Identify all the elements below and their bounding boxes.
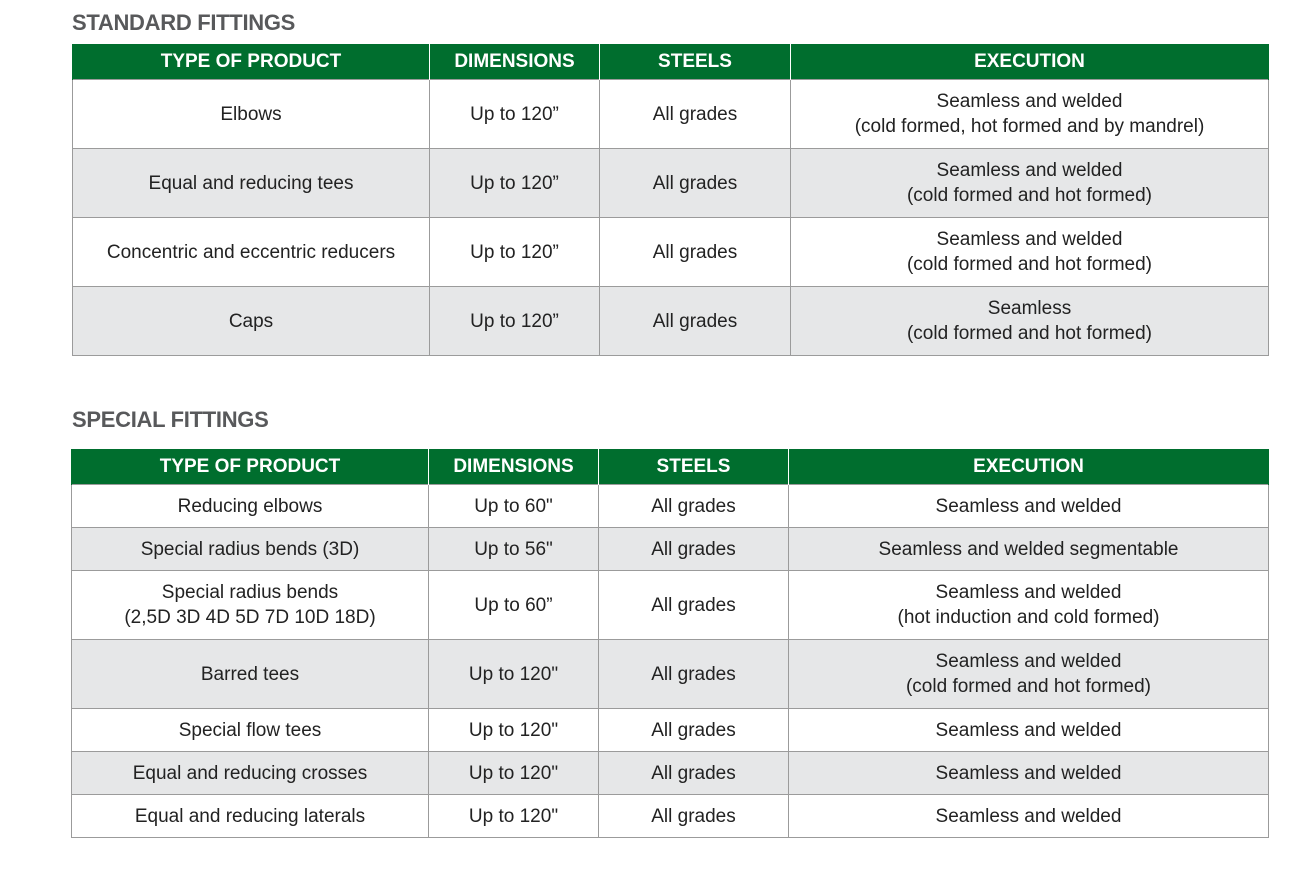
type-line: Special radius bends	[161, 582, 339, 603]
table-row	[72, 485, 1269, 528]
cell-type: Concentric and eccentric reducers	[73, 218, 430, 287]
cell-steels: All grades	[599, 571, 789, 640]
execution-line: (cold formed and hot formed)	[906, 323, 1152, 344]
execution-line: Seamless and welded segmentable	[878, 538, 1179, 560]
header-execution: EXECUTION	[791, 44, 1269, 80]
cell-steels: All grades	[599, 795, 789, 838]
cell-dimensions: Up to 120”	[430, 80, 600, 149]
cell-type: Caps	[73, 287, 430, 356]
cell-steels: All grades	[599, 485, 789, 528]
cell-type	[72, 752, 429, 795]
table-row	[72, 709, 1269, 752]
cell-execution	[791, 287, 1269, 356]
type-line: Special flow tees	[178, 719, 322, 741]
table-row	[72, 752, 1269, 795]
cell-execution	[789, 752, 1269, 795]
execution-line: Seamless and welded	[935, 805, 1122, 827]
execution-line: Seamless and welded	[936, 160, 1123, 181]
execution-line: Seamless and welded	[936, 91, 1123, 112]
cell-dimensions: Up to 120"	[429, 795, 599, 838]
standard-fittings-title: STANDARD FITTINGS	[72, 10, 296, 35]
cell-type	[72, 709, 429, 752]
cell-type: Equal and reducing tees	[73, 149, 430, 218]
table-row	[73, 149, 1269, 218]
header-execution: EXECUTION	[789, 449, 1269, 485]
header-type-of-product: TYPE OF PRODUCT	[73, 44, 430, 80]
cell-type: Elbows	[73, 80, 430, 149]
cell-dimensions: Up to 120"	[429, 752, 599, 795]
special-fittings-table	[71, 449, 1269, 838]
cell-steels: All grades	[600, 149, 791, 218]
cell-steels: All grades	[600, 80, 791, 149]
header-dimensions: DIMENSIONS	[429, 449, 599, 485]
cell-execution	[789, 571, 1269, 640]
execution-line: Seamless	[987, 298, 1072, 319]
header-dimensions: DIMENSIONS	[430, 44, 600, 80]
execution-line: Seamless and welded	[935, 582, 1122, 603]
cell-type	[72, 528, 429, 571]
execution-line: (cold formed and hot formed)	[906, 185, 1152, 206]
table-row	[72, 795, 1269, 838]
cell-steels: All grades	[600, 287, 791, 356]
cell-execution	[789, 795, 1269, 838]
type-line: Equal and reducing laterals	[134, 805, 366, 827]
header-steels: STEELS	[600, 44, 791, 80]
table-row	[72, 528, 1269, 571]
table-row	[73, 218, 1269, 287]
type-line: (2,5D 3D 4D 5D 7D 10D 18D)	[124, 607, 376, 628]
cell-execution	[789, 485, 1269, 528]
execution-line: Seamless and welded	[935, 495, 1122, 517]
cell-type	[72, 640, 429, 709]
cell-type	[72, 571, 429, 640]
cell-steels: All grades	[600, 218, 791, 287]
cell-dimensions: Up to 56"	[429, 528, 599, 571]
execution-line: Seamless and welded	[936, 229, 1123, 250]
cell-dimensions: Up to 120”	[430, 149, 600, 218]
execution-line: Seamless and welded	[935, 762, 1122, 784]
execution-line: Seamless and welded	[935, 719, 1122, 741]
header-type-of-product: TYPE OF PRODUCT	[72, 449, 429, 485]
standard-fittings-table	[72, 44, 1269, 356]
execution-line: (cold formed and hot formed)	[905, 676, 1151, 697]
cell-dimensions: Up to 120”	[430, 287, 600, 356]
header-row	[73, 44, 1269, 80]
table-row	[72, 640, 1269, 709]
cell-type	[72, 485, 429, 528]
cell-execution	[791, 149, 1269, 218]
type-line: Reducing elbows	[177, 495, 323, 517]
special-fittings-title: SPECIAL FITTINGS	[72, 407, 269, 432]
cell-steels: All grades	[599, 709, 789, 752]
execution-line: Seamless and welded	[935, 651, 1122, 672]
type-line: Equal and reducing crosses	[132, 762, 368, 784]
table-row	[73, 287, 1269, 356]
execution-line: (cold formed and hot formed)	[906, 254, 1152, 275]
cell-steels: All grades	[599, 752, 789, 795]
execution-line: (hot induction and cold formed)	[897, 607, 1160, 628]
cell-dimensions: Up to 120"	[429, 640, 599, 709]
cell-type	[72, 795, 429, 838]
cell-dimensions: Up to 60"	[429, 485, 599, 528]
cell-steels: All grades	[599, 528, 789, 571]
table-row	[73, 80, 1269, 149]
cell-execution	[789, 640, 1269, 709]
execution-line: (cold formed, hot formed and by mandrel)	[854, 116, 1205, 137]
cell-execution	[789, 709, 1269, 752]
type-line: Special radius bends (3D)	[140, 538, 360, 560]
cell-dimensions: Up to 60”	[429, 571, 599, 640]
header-row	[72, 449, 1269, 485]
cell-dimensions: Up to 120"	[429, 709, 599, 752]
cell-steels: All grades	[599, 640, 789, 709]
cell-execution	[789, 528, 1269, 571]
cell-dimensions: Up to 120”	[430, 218, 600, 287]
cell-execution	[791, 80, 1269, 149]
header-steels: STEELS	[599, 449, 789, 485]
table-row	[72, 571, 1269, 640]
type-line: Barred tees	[200, 663, 300, 685]
cell-execution	[791, 218, 1269, 287]
